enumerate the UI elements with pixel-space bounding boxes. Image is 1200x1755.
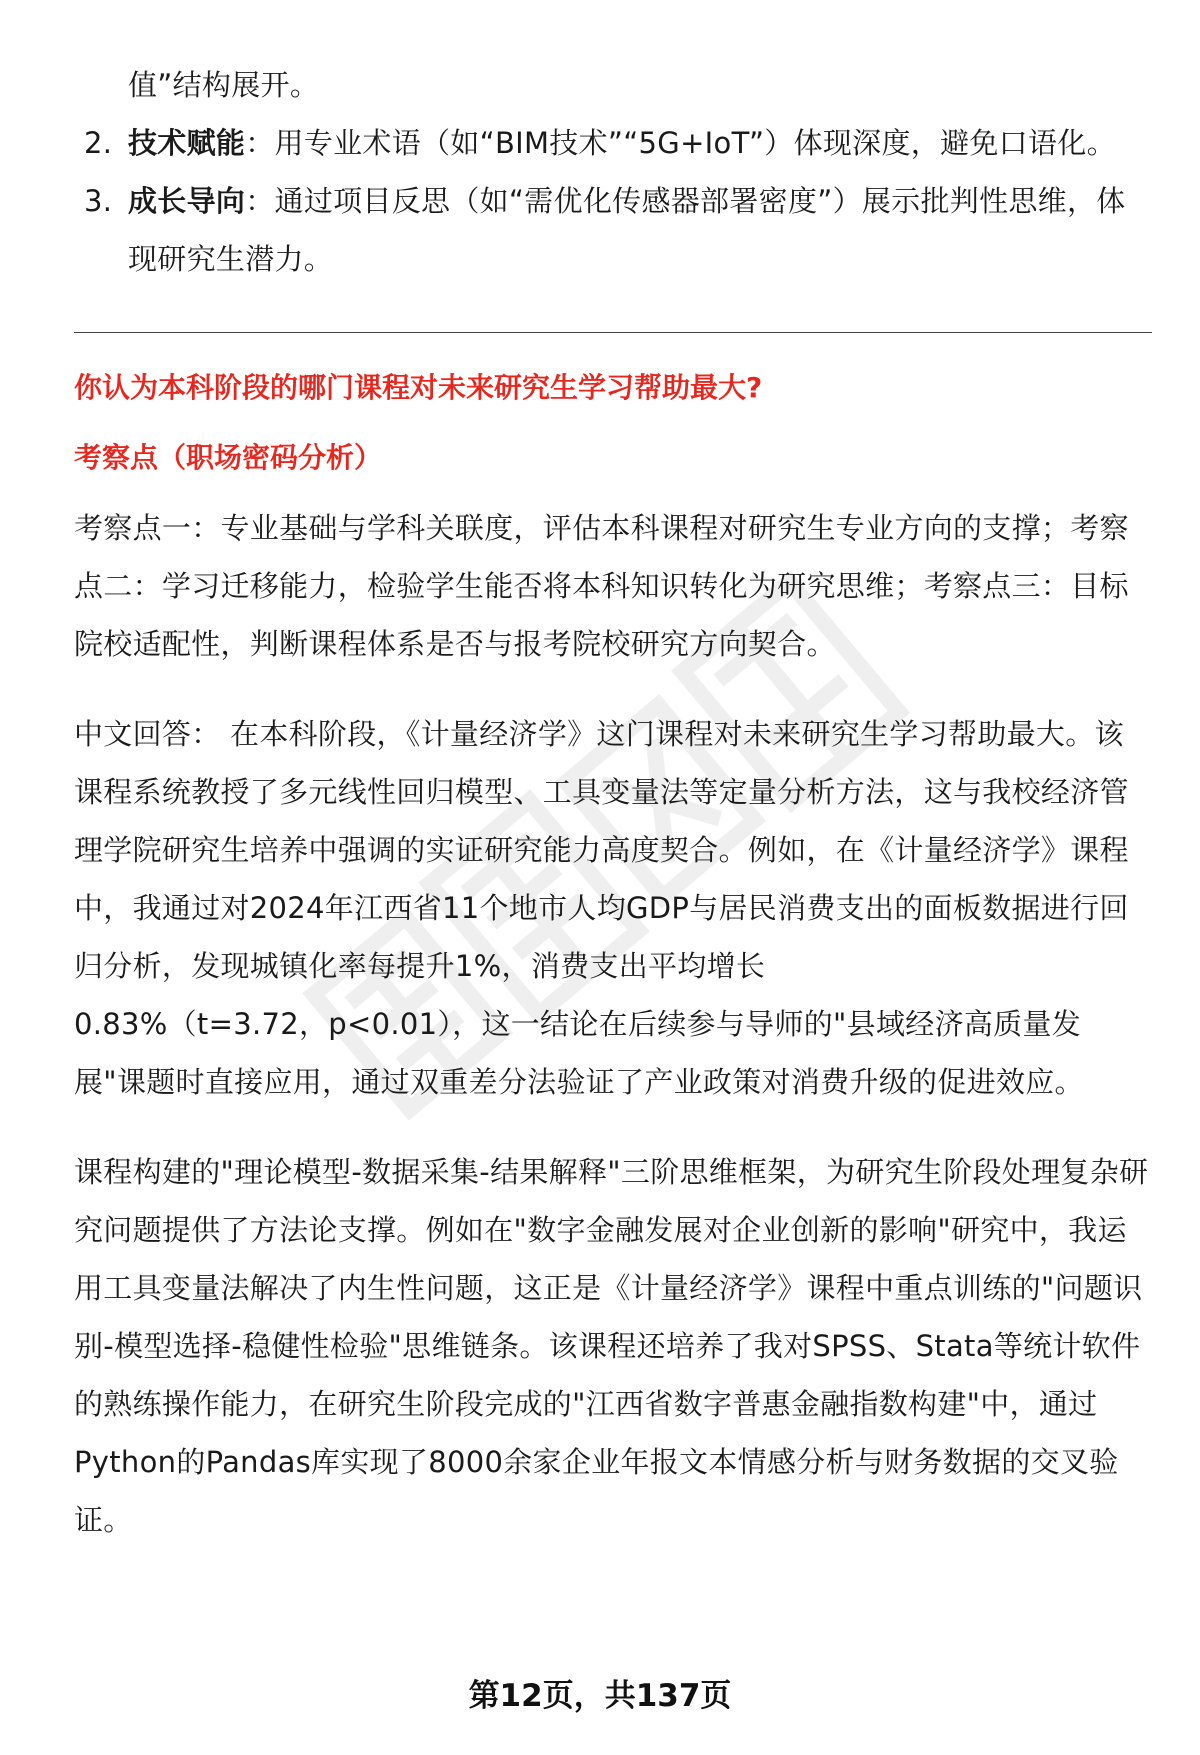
list-body: [128, 172, 1152, 288]
list-body: [128, 114, 1152, 172]
answer-paragraph-continued: 0.83%（t=3.72，p<0.01），这一结论在后续参与导师的"县域经济高质量发展"课题时直接应用，通过双重差分法验证了产业政策对消费升级的促进效应。: [74, 1007, 1084, 1099]
list-text: 用专业术语（如“BIM技术”“5G+IoT”）体现深度，避免口语化。: [274, 126, 1116, 160]
framework-paragraph: 课程构建的"理论模型-数据采集-结果解释"三阶思维框架，为研究生阶段处理复杂研究问题提供了方法论支撑。例如在"数字金融发展对企业创新的影响"研究中，我运用工具变量法解决了内生性问题，这正是《计量经济学》课程中重点训练的"问题识别-模型选择-稳健性检验"思维链条。该课程还培养了我对SPSS、Stata等统计软件的熟练操作能力，在研究生阶段完成的"江西省数字普惠金融指数构建"中，通过Python的Pandas库实现了8000余家企业年报文本情感分析与财务数据的交叉验证。: [74, 1155, 1149, 1537]
list-separator: ：: [245, 184, 275, 218]
list-text: 通过项目反思（如“需优化传感器部署密度”）展示批判性思维，体现研究生潜力。: [128, 184, 1126, 276]
intro-continuation: 值”结构展开。: [128, 68, 320, 102]
list-term: 技术赋能: [128, 126, 246, 160]
points-paragraph: 考察点一：专业基础与学科关联度，评估本科课程对研究生专业方向的支撑；考察点二：学习迁移能力，检验学生能否将本科知识转化为研究思维；考察点三：目标院校适配性，判断课程体系是否与报考院校研究方向契合。: [74, 511, 1129, 661]
list-separator: ：: [245, 126, 275, 160]
section-divider: [74, 332, 1152, 333]
list-term: 成长导向: [128, 184, 246, 218]
list-item: [74, 114, 1152, 172]
list-number: 3.: [84, 184, 113, 218]
page-number-footer: 第12页，共137页: [468, 1678, 732, 1714]
answer-paragraph: 中文回答： 在本科阶段，《计量经济学》这门课程对未来研究生学习帮助最大。该课程系统教授了多元线性回归模型、工具变量法等定量分析方法，这与我校经济管理学院研究生培养中强调的实证研究能力高度契合。例如，在《计量经济学》课程中，我通过对2024年江西省11个地市人均GDP与居民消费支出的面板数据进行回归分析，发现城镇化率每提升1%，消费支出平均增长: [74, 717, 1129, 983]
subheading: 考察点（职场密码分析）: [74, 441, 383, 474]
content-area: [74, 56, 1152, 1549]
list-number: 2.: [84, 126, 113, 160]
list-item: [74, 172, 1152, 288]
question-heading: 你认为本科阶段的哪门课程对未来研究生学习帮助最大?: [74, 371, 763, 404]
